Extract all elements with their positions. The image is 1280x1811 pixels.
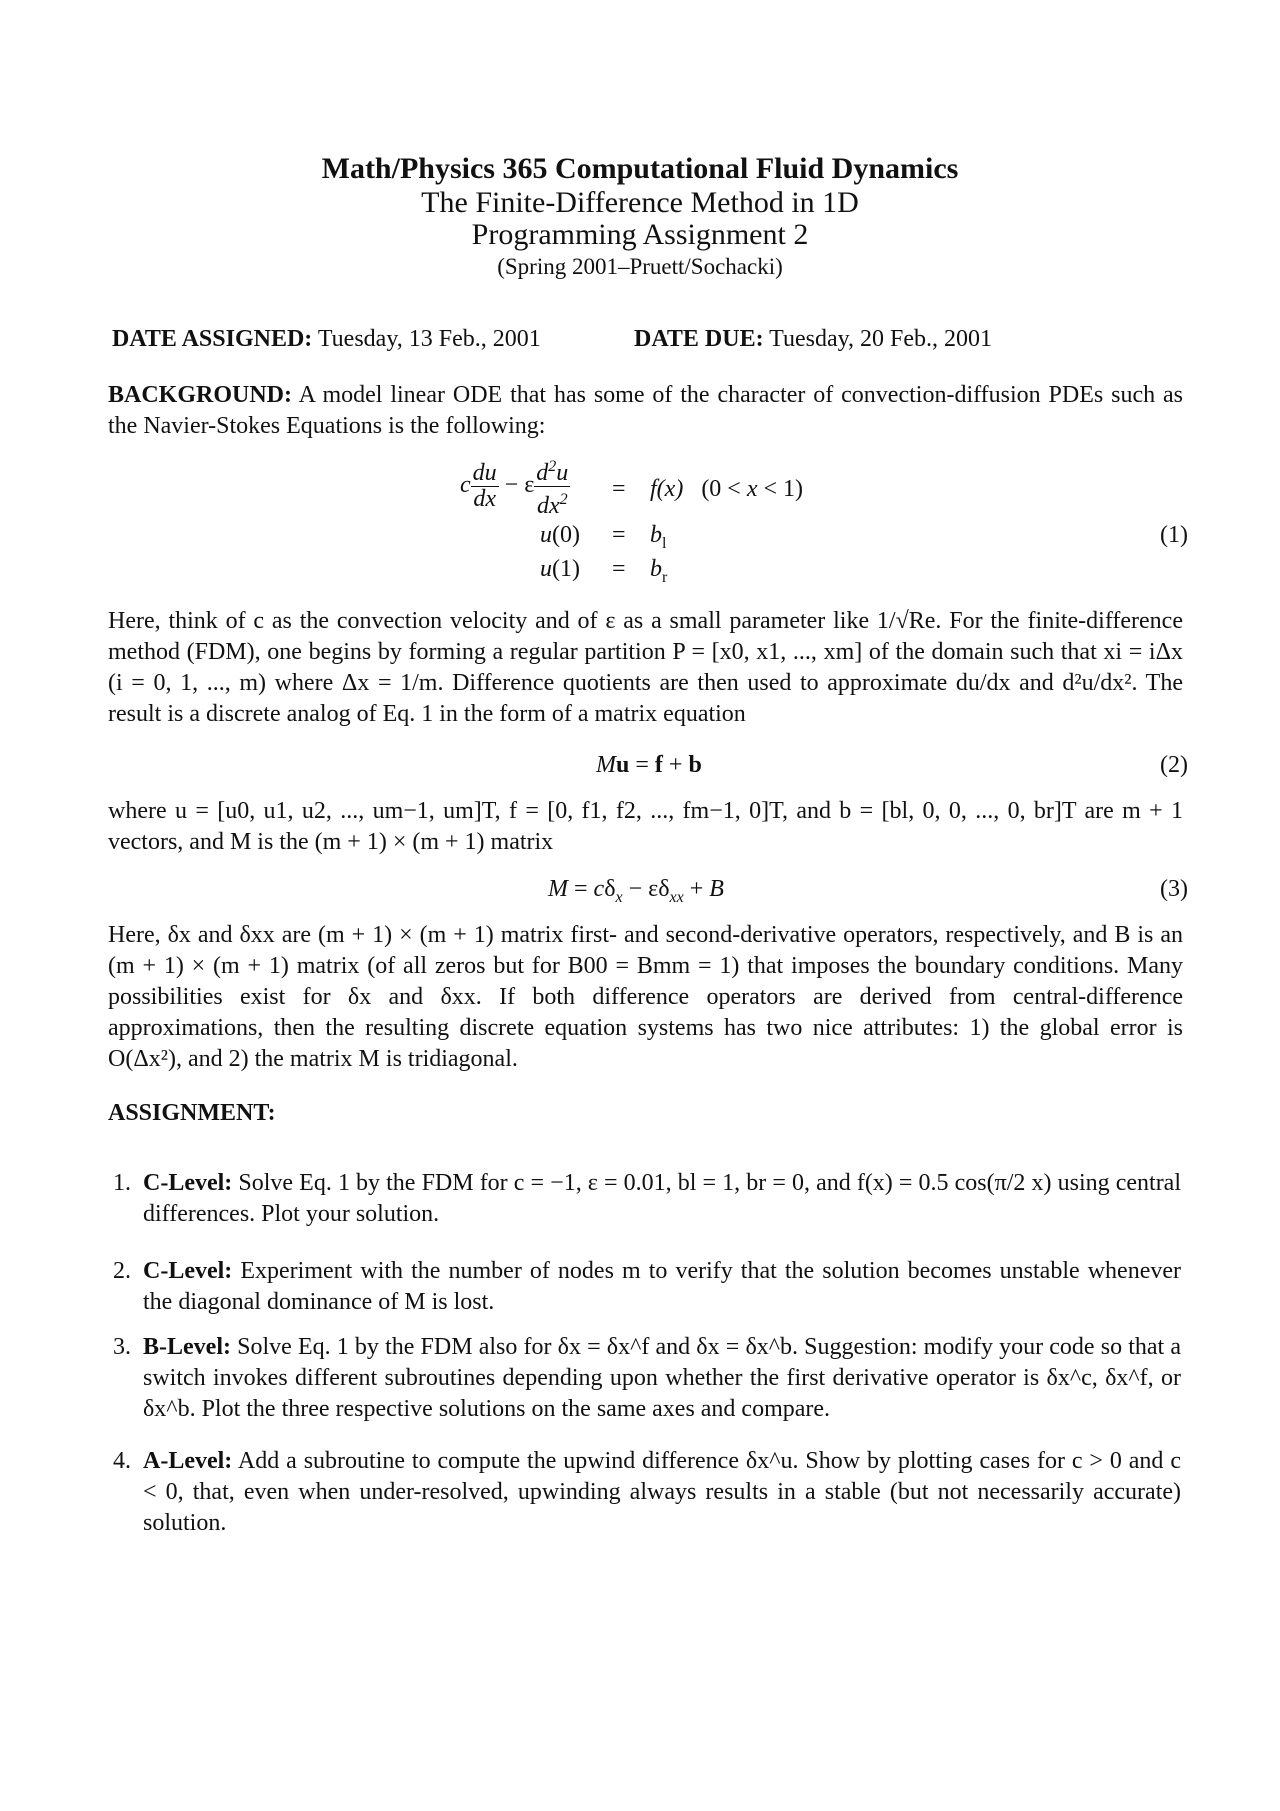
assignment-item <box>113 1446 1181 1539</box>
item-level: B-Level: <box>143 1334 231 1360</box>
equation-1-rhs3: $b_r$ <box>650 556 668 586</box>
item-number: 1. <box>113 1170 131 1196</box>
equation-1-line-1: c $\frac{du}{dx}$ − ε $\frac{d^2u}{dx^2}$ <box>460 454 570 519</box>
equation-2-number: (2) <box>1160 752 1188 778</box>
equation-1-lhs2: u(0) <box>540 522 580 548</box>
item-text: Solve Eq. 1 by the FDM also for δx = δx^f and δx = δx^b. Suggestion: modify your code so that a switch invokes different subroutines depending upon whether the first derivative operator is δx^c, δx^f, or δx^b. Plot the three respective solutions on the same axes and compare. <box>143 1334 1182 1422</box>
item-number: 4. <box>113 1448 131 1474</box>
topic-title: The Finite-Difference Method in 1D <box>421 186 859 219</box>
item-text: Experiment with the number of nodes m to verify that the solution becomes unstable whenever the diagonal dominance of M is lost. <box>143 1258 1181 1315</box>
date-assigned-value: Tuesday, 13 Feb., 2001 <box>317 326 541 352</box>
equation-1-rhs1: f(x) (0 < x < 1) <box>650 476 804 502</box>
date-due-label: DATE DUE: <box>634 326 764 352</box>
assignment-item <box>113 1332 1182 1425</box>
equation-3-number: (3) <box>1160 876 1188 902</box>
background-label: BACKGROUND: <box>108 382 292 408</box>
background-intro: A model linear ODE that has some of the character of convection-diffusion PDEs such as the Navier-Stokes Equations is the following: <box>108 382 1183 439</box>
equation-1-lhs3: u(1) <box>540 556 580 582</box>
paragraph-vectors: where u = [u0, u1, u2, ..., um−1, um]T, f = [0, f1, f2, ..., fm−1, 0]T, and b = [bl, 0, 0, ..., 0, br]T are m + 1 vectors, and M is the (m + 1) × (m + 1) matrix <box>108 798 1183 855</box>
date-due <box>634 326 992 353</box>
equation-1-number: (1) <box>1160 522 1188 548</box>
item-level: C-Level: <box>143 1258 233 1284</box>
equation-3: $M = c\delta_x - \varepsilon\delta_{xx} + B$ <box>548 876 724 906</box>
assignment-label: ASSIGNMENT: <box>108 1100 276 1126</box>
background-paragraph <box>108 380 1183 442</box>
equation-2: Mu = f + b <box>596 752 702 778</box>
item-level: A-Level: <box>143 1448 233 1474</box>
equation-1-rhs2: $b_l$ <box>650 522 667 552</box>
equation-1-eq1: = <box>612 476 626 502</box>
term-line: (Spring 2001–Pruett/Sochacki) <box>497 254 783 279</box>
date-assigned <box>112 326 541 353</box>
item-text: Solve Eq. 1 by the FDM for c = −1, ε = 0.01, bl = 1, br = 0, and f(x) = 0.5 cos(π/2 x) using central differences. Plot your solution. <box>143 1170 1182 1227</box>
assignment-item <box>113 1168 1182 1230</box>
paragraph-fdm: Here, think of c as the convection velocity and of ε as a small parameter like 1/√Re. For the finite-difference method (FDM), one begins by forming a regular partition P = [x0, x1, ..., xm] of the domain such that xi = iΔx (i = 0, 1, ..., m) where Δx = 1/m. Difference quotients are then used to approximate du/dx and d²u/dx². The result is a discrete analog of Eq. 1 in the form of a matrix equation <box>108 608 1183 727</box>
item-number: 2. <box>113 1258 131 1284</box>
assignment-item <box>113 1256 1181 1318</box>
date-assigned-label: DATE ASSIGNED: <box>112 326 313 352</box>
date-due-value: Tuesday, 20 Feb., 2001 <box>769 326 993 352</box>
assignment-title: Programming Assignment 2 <box>471 218 809 251</box>
item-level: C-Level: <box>143 1170 233 1196</box>
item-text: Add a subroutine to compute the upwind difference δx^u. Show by plotting cases for c > 0 and c < 0, that, even when under-resolved, upwinding always results in a stable (but not necessarily accurate) solution. <box>143 1448 1181 1536</box>
item-number: 3. <box>113 1334 131 1360</box>
course-title: Math/Physics 365 Computational Fluid Dynamics <box>321 152 959 185</box>
equation-1-eq2: = <box>612 522 626 548</box>
equation-1-eq3: = <box>612 556 626 582</box>
paragraph-operators: Here, δx and δxx are (m + 1) × (m + 1) matrix first- and second-derivative operators, respectively, and B is an (m + 1) × (m + 1) matrix (of all zeros but for B00 = Bmm = 1) that imposes the boundary conditions. Many possibilities exist for δx and δxx. If both difference operators are derived from central-difference approximations, then the resulting discrete equation systems has two nice attributes: 1) the global error is O(Δx²), and 2) the matrix M is tridiagonal. <box>108 922 1183 1072</box>
